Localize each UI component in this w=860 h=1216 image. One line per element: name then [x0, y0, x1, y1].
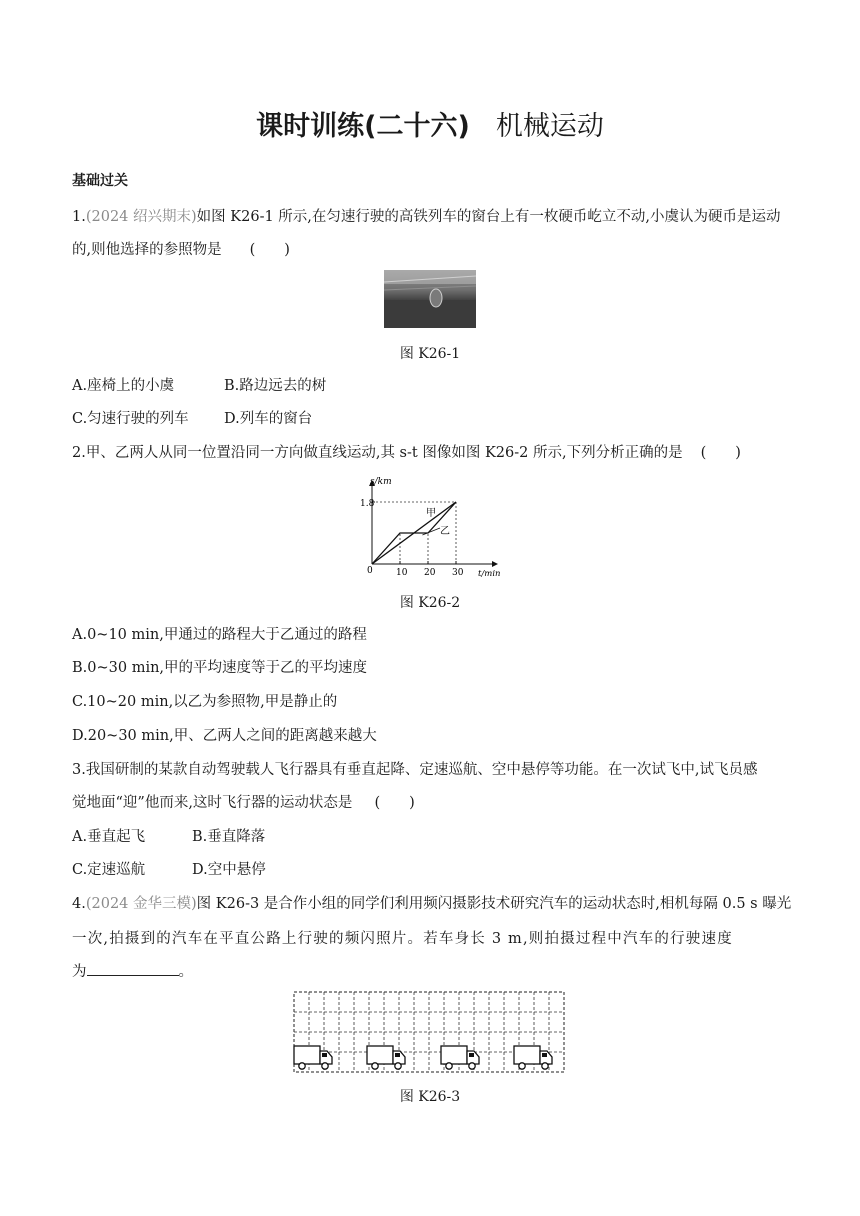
- q1-option-c[interactable]: C.匀速行驶的列车: [72, 411, 189, 427]
- q3-option-b[interactable]: B.垂直降落: [192, 829, 266, 845]
- q2-answer-paren: ( ): [700, 445, 741, 461]
- x-tick-label-20: 20: [424, 568, 436, 578]
- origin-label: 0: [367, 566, 373, 576]
- q3-options-row2: [72, 860, 792, 880]
- x-axis-label: t/min: [478, 569, 501, 579]
- truck-wheel: [322, 1063, 328, 1069]
- q2-option-b[interactable]: B.0~30 min,甲的平均速度等于乙的平均速度: [72, 660, 368, 676]
- series-jia-label: 甲: [426, 508, 436, 519]
- q4-text3: 为: [72, 964, 87, 980]
- q1-text2: 的,则他选择的参照物是: [72, 242, 222, 258]
- q4-line3: [72, 961, 792, 982]
- q3-answer-paren: ( ): [374, 795, 415, 811]
- truck-window: [469, 1053, 474, 1057]
- y-axis-label: s/km: [370, 477, 392, 487]
- x-tick-label-10: 10: [396, 568, 408, 578]
- truck-cargo: [367, 1046, 393, 1064]
- q3-options-row1: [72, 827, 792, 847]
- q2-text: 甲、乙两人从同一位置沿同一方向做直线运动,其 s-t 图像如图 K26-2 所示,下列分析正确的是: [85, 445, 683, 461]
- truck-wheel: [519, 1063, 525, 1069]
- x-axis-arrow: [492, 561, 498, 567]
- q4-line1: [72, 894, 792, 914]
- q4-text1: 图 K26-3 是合作小组的同学们利用频闪摄影技术研究汽车的运动状态时,相机每隔 0.5 s 曝光: [196, 896, 792, 912]
- q1-option-d[interactable]: D.列车的窗台: [224, 411, 313, 427]
- truck-wheel: [446, 1063, 452, 1069]
- page-title: [0, 104, 860, 143]
- title-sub: 机械运动: [495, 111, 604, 142]
- q2-option-d[interactable]: D.20~30 min,甲、乙两人之间的距离越来越大: [72, 728, 377, 744]
- truck-window: [322, 1053, 327, 1057]
- q1-options-row2: [72, 409, 792, 429]
- q1-answer-paren: ( ): [249, 242, 290, 258]
- q1-line1: [72, 207, 792, 227]
- q3-option-a[interactable]: A.垂直起飞: [72, 829, 146, 845]
- q2-line1: [72, 443, 792, 463]
- q3-option-d[interactable]: D.空中悬停: [192, 862, 266, 878]
- y-tick-label: 1.8: [360, 499, 375, 509]
- truck-wheel: [372, 1063, 378, 1069]
- figure-caption-k26-1: 图 K26-1: [399, 346, 461, 362]
- truck-wheel: [542, 1063, 548, 1069]
- q4-source: (2024 金华三模): [85, 896, 197, 912]
- q2-number: 2.: [72, 445, 86, 461]
- q3-line1: [72, 760, 792, 780]
- q4-number: 4.: [72, 896, 86, 912]
- q3-line2: [72, 793, 792, 813]
- series-yi-label: 乙: [440, 526, 450, 537]
- truck-window: [395, 1053, 400, 1057]
- section-heading: 基础过关: [72, 173, 128, 189]
- truck-wheel: [299, 1063, 305, 1069]
- coin-photo: [384, 270, 476, 328]
- truck-wheel: [395, 1063, 401, 1069]
- q3-option-c[interactable]: C.定速巡航: [72, 862, 146, 878]
- q4-line2: 一次,拍摄到的汽车在平直公路上行驶的频闪照片。若车身长 3 m,则拍摄过程中汽车的行驶速度: [72, 931, 733, 947]
- truck-wheel: [469, 1063, 475, 1069]
- q4-answer-blank[interactable]: [87, 961, 179, 976]
- x-tick-label-30: 30: [452, 568, 464, 578]
- q1-line2: [72, 240, 792, 260]
- truck-cargo: [441, 1046, 467, 1064]
- truck-cargo: [294, 1046, 320, 1064]
- title-main: 课时训练(二十六): [256, 111, 470, 142]
- q2-option-c[interactable]: C.10~20 min,以乙为参照物,甲是静止的: [72, 694, 338, 710]
- q1-text1: 如图 K26-1 所示,在匀速行驶的高铁列车的窗台上有一枚硬币屹立不动,小虞认为硬币是运动: [196, 209, 781, 225]
- figure-caption-k26-3: 图 K26-3: [399, 1089, 461, 1105]
- q3-text2: 觉地面“迎”他而来,这时飞行器的运动状态是: [72, 795, 353, 811]
- q1-option-a[interactable]: A.座椅上的小虞: [72, 378, 175, 394]
- q3-text1: 我国研制的某款自动驾驶载人飞行器具有垂直起降、定速巡航、空中悬停等功能。在一次试飞中,试飞员感: [85, 762, 758, 778]
- truck-window: [542, 1053, 547, 1057]
- q3-number: 3.: [72, 762, 86, 778]
- strobe-photo-grid: [292, 990, 566, 1074]
- q1-number: 1.: [72, 209, 86, 225]
- q1-option-b[interactable]: B.路边远去的树: [224, 378, 327, 394]
- st-graph: [352, 472, 502, 582]
- q1-options-row1: [72, 376, 792, 396]
- figure-caption-k26-2: 图 K26-2: [399, 595, 461, 611]
- q1-source: (2024 绍兴期末): [85, 209, 197, 225]
- truck-cargo: [514, 1046, 540, 1064]
- q2-option-a[interactable]: A.0~10 min,甲通过的路程大于乙通过的路程: [72, 627, 367, 643]
- q4-end: 。: [178, 964, 193, 980]
